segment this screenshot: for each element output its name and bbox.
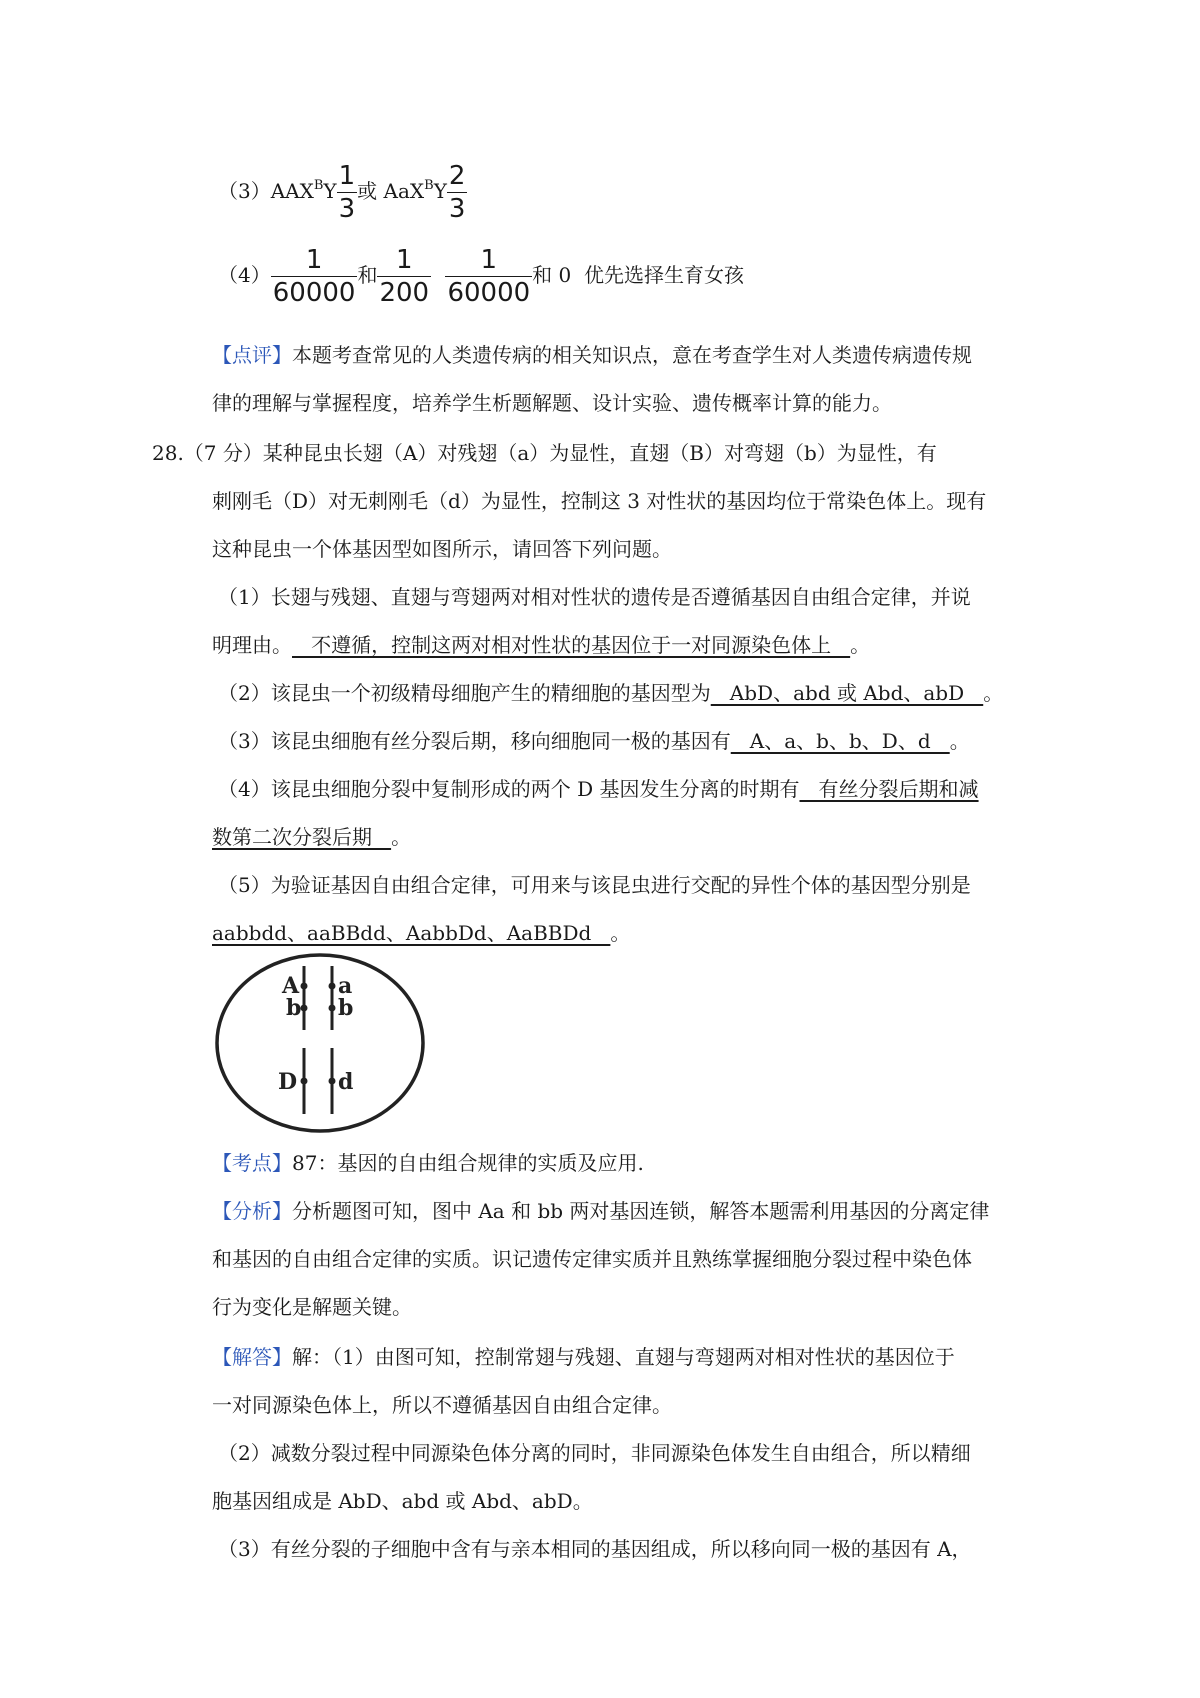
q28-line-2: 刺刚毛（D）对无刺刚毛（d）为显性，控制这 3 对性状的基因均位于常染色体上。现有 — [212, 489, 987, 513]
fraction-1-60000-b: $\frac{1}{60000}$ — [447, 245, 531, 308]
jieda-tag: 【解答】 — [212, 1345, 292, 1369]
answer-3-number: （3） — [218, 179, 271, 203]
jieda-line-2: 一对同源染色体上，所以不遵循基因自由组合定律。 — [212, 1393, 672, 1417]
kaodian-tag: 【考点】 — [212, 1151, 292, 1175]
q28-part4-answer: 有丝分裂后期和减 — [799, 777, 979, 801]
q28-part4-line-1: （4）该昆虫细胞分裂中复制形成的两个 D 基因发生分离的时期有 有丝分裂后期和减 — [218, 777, 979, 801]
locus-a — [329, 983, 336, 990]
and-text-1: 和 — [357, 263, 378, 287]
genotype-2: AaX — [383, 179, 425, 203]
q28-part3-line: （3）该昆虫细胞有丝分裂后期，移向细胞同一极的基因有 A、a、b、b、D、d 。 — [218, 729, 970, 753]
kaodian-line: 【考点】87：基因的自由组合规律的实质及应用. — [212, 1151, 644, 1175]
q28-part1-answer: 不遵循，控制这两对相对性状的基因位于一对同源染色体上 — [292, 633, 851, 657]
answer-3-line — [218, 160, 467, 225]
prefer-girl-text: 优先选择生育女孩 — [583, 263, 744, 287]
fraction-one-third: $\frac{1}{3}$ — [338, 161, 356, 224]
q28-part5-line-1: （5）为验证基因自由组合定律，可用来与该昆虫进行交配的异性个体的基因型分别是 — [218, 873, 971, 897]
q28-line-1: 28.（7 分）某种昆虫长翅（A）对残翅（a）为显性，直翅（B）对弯翅（b）为显性，有 — [152, 441, 937, 465]
q28-part2-answer: AbD、abd 或 Abd、abD — [710, 681, 984, 705]
fenxi-line-1: 【分析】分析题图可知，图中 Aa 和 bb 两对基因连锁，解答本题需利用基因的分离定律 — [212, 1199, 990, 1223]
genotype-1-end: Y — [323, 179, 337, 203]
q28-part1-line-1: （1）长翅与残翅、直翅与弯翅两对相对性状的遗传是否遵循基因自由组合定律，并说 — [218, 585, 971, 609]
fraction-two-thirds: $\frac{2}{3}$ — [448, 161, 466, 224]
gene-label-D: D — [278, 1069, 298, 1095]
or-text: 或 — [357, 179, 378, 203]
locus-b-left — [301, 1005, 308, 1012]
jieda-line-3: （2）减数分裂过程中同源染色体分离的同时，非同源染色体发生自由组合，所以精细 — [218, 1441, 971, 1465]
q28-part5-answer: aabbdd、aaBBdd、AabbDd、AaBBDd — [212, 921, 611, 945]
gene-label-d: d — [338, 1069, 354, 1095]
jieda-line-1: 【解答】解：（1）由图可知，控制常翅与残翅、直翅与弯翅两对相对性状的基因位于 — [212, 1345, 955, 1369]
fraction-1-60000-a: $\frac{1}{60000}$ — [272, 245, 356, 308]
q28-line-3: 这种昆虫一个体基因型如图所示，请回答下列问题。 — [212, 537, 672, 561]
q28-part3-answer: A、a、b、b、D、d — [730, 729, 950, 753]
locus-d — [329, 1078, 336, 1085]
locus-D — [301, 1078, 308, 1085]
review-line-1: 【点评】本题考查常见的人类遗传病的相关知识点，意在考查学生对人类遗传病遗传规 — [212, 343, 972, 367]
and-zero-text: 和 0 — [532, 263, 572, 287]
gene-label-A: A — [282, 973, 300, 999]
locus-b-right — [329, 1005, 336, 1012]
fenxi-tag: 【分析】 — [212, 1199, 292, 1223]
genotype-2-end: Y — [433, 179, 447, 203]
q28-part1-line-2: 明理由。 不遵循，控制这两对相对性状的基因位于一对同源染色体上 。 — [212, 633, 871, 657]
cell-chromosome-figure — [210, 948, 430, 1138]
q28-part4-answer-cont: 数第二次分裂后期 — [212, 825, 392, 849]
review-tag: 【点评】 — [212, 343, 292, 367]
gene-label-b-left: b — [286, 995, 302, 1021]
fenxi-line-3: 行为变化是解题关键。 — [212, 1295, 412, 1319]
answer-4-number: （4） — [218, 263, 271, 287]
fraction-1-200: $\frac{1}{200}$ — [379, 245, 430, 308]
locus-A — [301, 983, 308, 990]
jieda-line-4: 胞基因组成是 AbD、abd 或 Abd、abD。 — [212, 1489, 593, 1513]
review-line-2: 律的理解与掌握程度，培养学生析题解题、设计实验、遗传概率计算的能力。 — [212, 391, 892, 415]
fenxi-line-2: 和基因的自由组合定律的实质。识记遗传定律实质并且熟练掌握细胞分裂过程中染色体 — [212, 1247, 972, 1271]
q28-part5-line-2: aabbdd、aaBBdd、AabbDd、AaBBDd 。 — [212, 921, 631, 945]
genotype-1-sup: B — [313, 178, 324, 193]
jieda-line-5: （3）有丝分裂的子细胞中含有与亲本相同的基因组成，所以移向同一极的基因有 A， — [218, 1537, 972, 1561]
q28-part2-line: （2）该昆虫一个初级精母细胞产生的精细胞的基因型为 AbD、abd 或 Abd、abD 。 — [218, 681, 1004, 705]
answer-4-line — [218, 244, 744, 309]
gene-label-a: a — [338, 973, 353, 999]
q28-part4-line-2: 数第二次分裂后期 。 — [212, 825, 412, 849]
genotype-1: AAX — [270, 179, 314, 203]
genotype-2-sup: B — [424, 178, 434, 193]
gene-label-b-right: b — [338, 995, 354, 1021]
cell-membrane — [217, 955, 423, 1131]
